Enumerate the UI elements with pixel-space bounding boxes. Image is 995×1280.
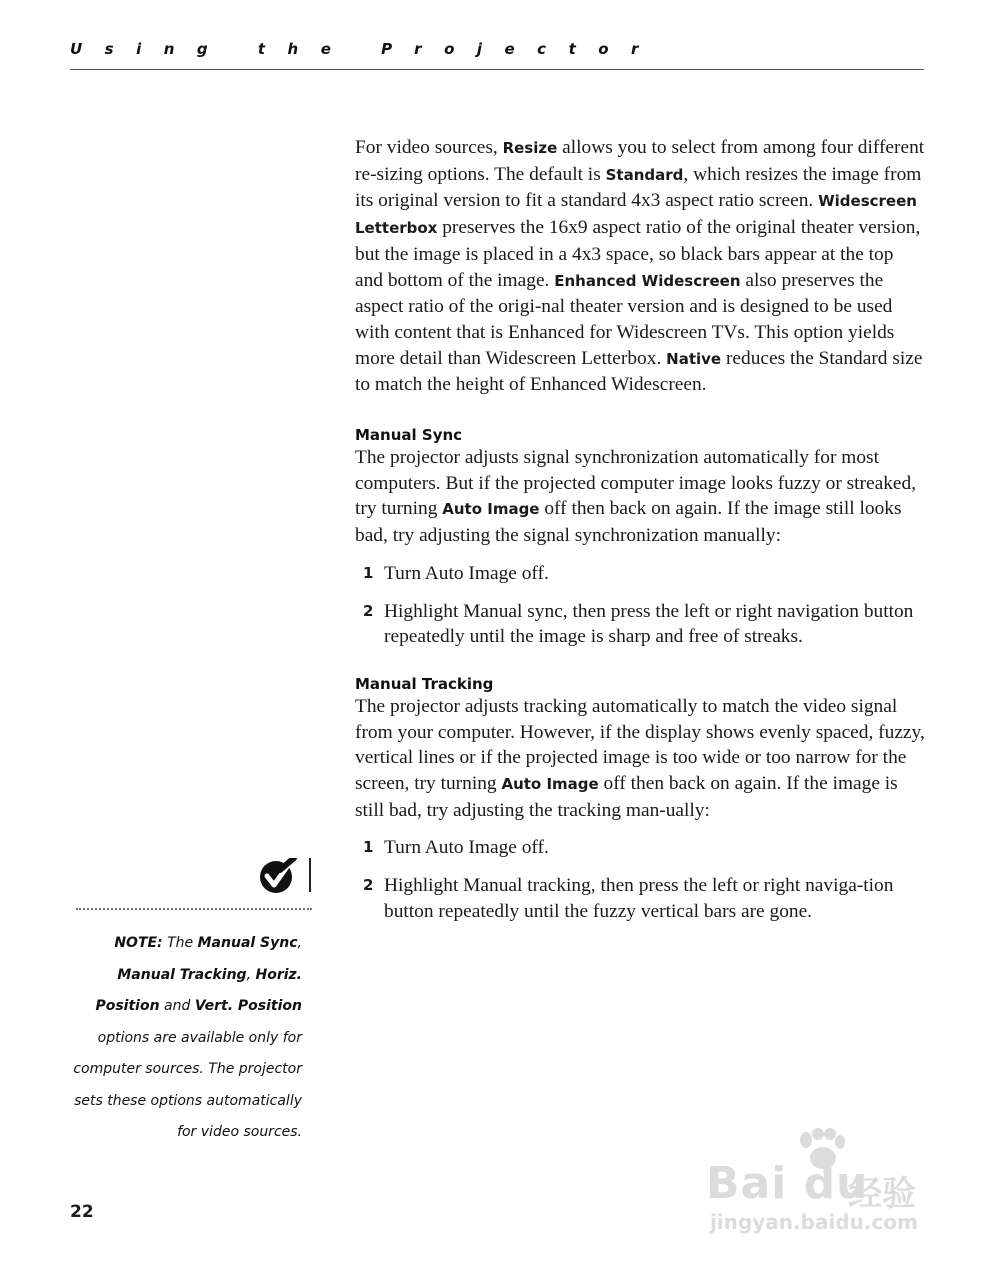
heading-manual-sync: Manual Sync bbox=[355, 426, 463, 445]
list-item: 2 Highlight Manual tracking, then press the left or right naviga-tion button repeatedly until the fuzzy vertical bars are gone. bbox=[363, 875, 894, 922]
note-bar bbox=[309, 858, 311, 892]
sidebar-note: NOTE: The Manual Sync, Manual Tracking, Horiz. Position and Vert. Position options are available only for computer sources. The projector sets these options automatically for video sources. bbox=[73, 935, 302, 1140]
note-divider bbox=[76, 908, 312, 910]
list-item: 1 Turn Auto Image off. bbox=[355, 561, 925, 587]
manual-sync-paragraph: The projector adjusts signal synchronization automatically for most computers. But if the projected computer image looks fuzzy or streaked, try turning Auto Image off then back on again. If the image still looks bad, try adjusting the signal synchronization manually: bbox=[355, 447, 917, 547]
term-widescreen-letterbox: Widescreen Letterbox bbox=[355, 192, 917, 238]
manual-tracking-paragraph: The projector adjusts tracking automatically to match the video signal from your computer. However, if the display shows evenly spaced, fuzzy, vertical lines or if the projected image is too wide or too narrow for the screen, try turning Auto Image off then back on again. If the image is still bad, try adjusting the tracking man-ually: bbox=[355, 695, 925, 821]
baidu-watermark bbox=[700, 1128, 940, 1243]
note-checkmark-icon bbox=[258, 858, 298, 894]
heading-manual-tracking: Manual Tracking bbox=[355, 674, 494, 693]
manual-sync-steps bbox=[355, 561, 925, 650]
step-number: 1 bbox=[363, 563, 374, 582]
resize-paragraph: For video sources, Resize allows you to select from among four different re-sizing options. The default is Standard, which resizes the image from its original version to fit a standard 4x3 aspect ratio screen. Widescreen Letterbox preserves the 16x9 aspect ratio of the original theater version, but the image is placed in a 4x3 space, so black bars appear at the top and bottom of the image. Enhanced Widescreen also preserves the aspect ratio of the origi-nal theater version and is designed to be used with content that is Enhanced for Widescreen TVs. This option yields more detail than Widescreen Letterbox. Native reduces the Standard size to match the height of Enhanced Widescreen. bbox=[355, 137, 925, 396]
manual-tracking-steps bbox=[355, 835, 925, 924]
step-number: 2 bbox=[363, 876, 374, 895]
term-native: Native bbox=[666, 349, 722, 368]
step-number: 2 bbox=[363, 601, 374, 620]
running-head: Using the Projector bbox=[70, 40, 661, 58]
term-resize: Resize bbox=[502, 139, 558, 157]
term-enhanced-widescreen: Enhanced Widescreen bbox=[554, 271, 741, 290]
watermark-logo-text: Bai du bbox=[706, 1158, 869, 1209]
step-number: 1 bbox=[363, 838, 374, 857]
watermark-cn-text: 经验 bbox=[848, 1174, 916, 1214]
list-item: 1 Turn Auto Image off. bbox=[355, 835, 925, 861]
term-auto-image: Auto Image bbox=[501, 775, 599, 794]
header-rule bbox=[70, 69, 924, 70]
watermark-url: jingyan.baidu.com bbox=[710, 1210, 918, 1234]
list-item: 2 Highlight Manual sync, then press the left or right navigation button repeatedly until the image is sharp and free of streaks. bbox=[363, 600, 914, 648]
main-column bbox=[355, 135, 925, 925]
term-standard: Standard bbox=[605, 165, 684, 184]
page-number: 22 bbox=[70, 1202, 94, 1222]
term-auto-image: Auto Image bbox=[442, 500, 540, 519]
